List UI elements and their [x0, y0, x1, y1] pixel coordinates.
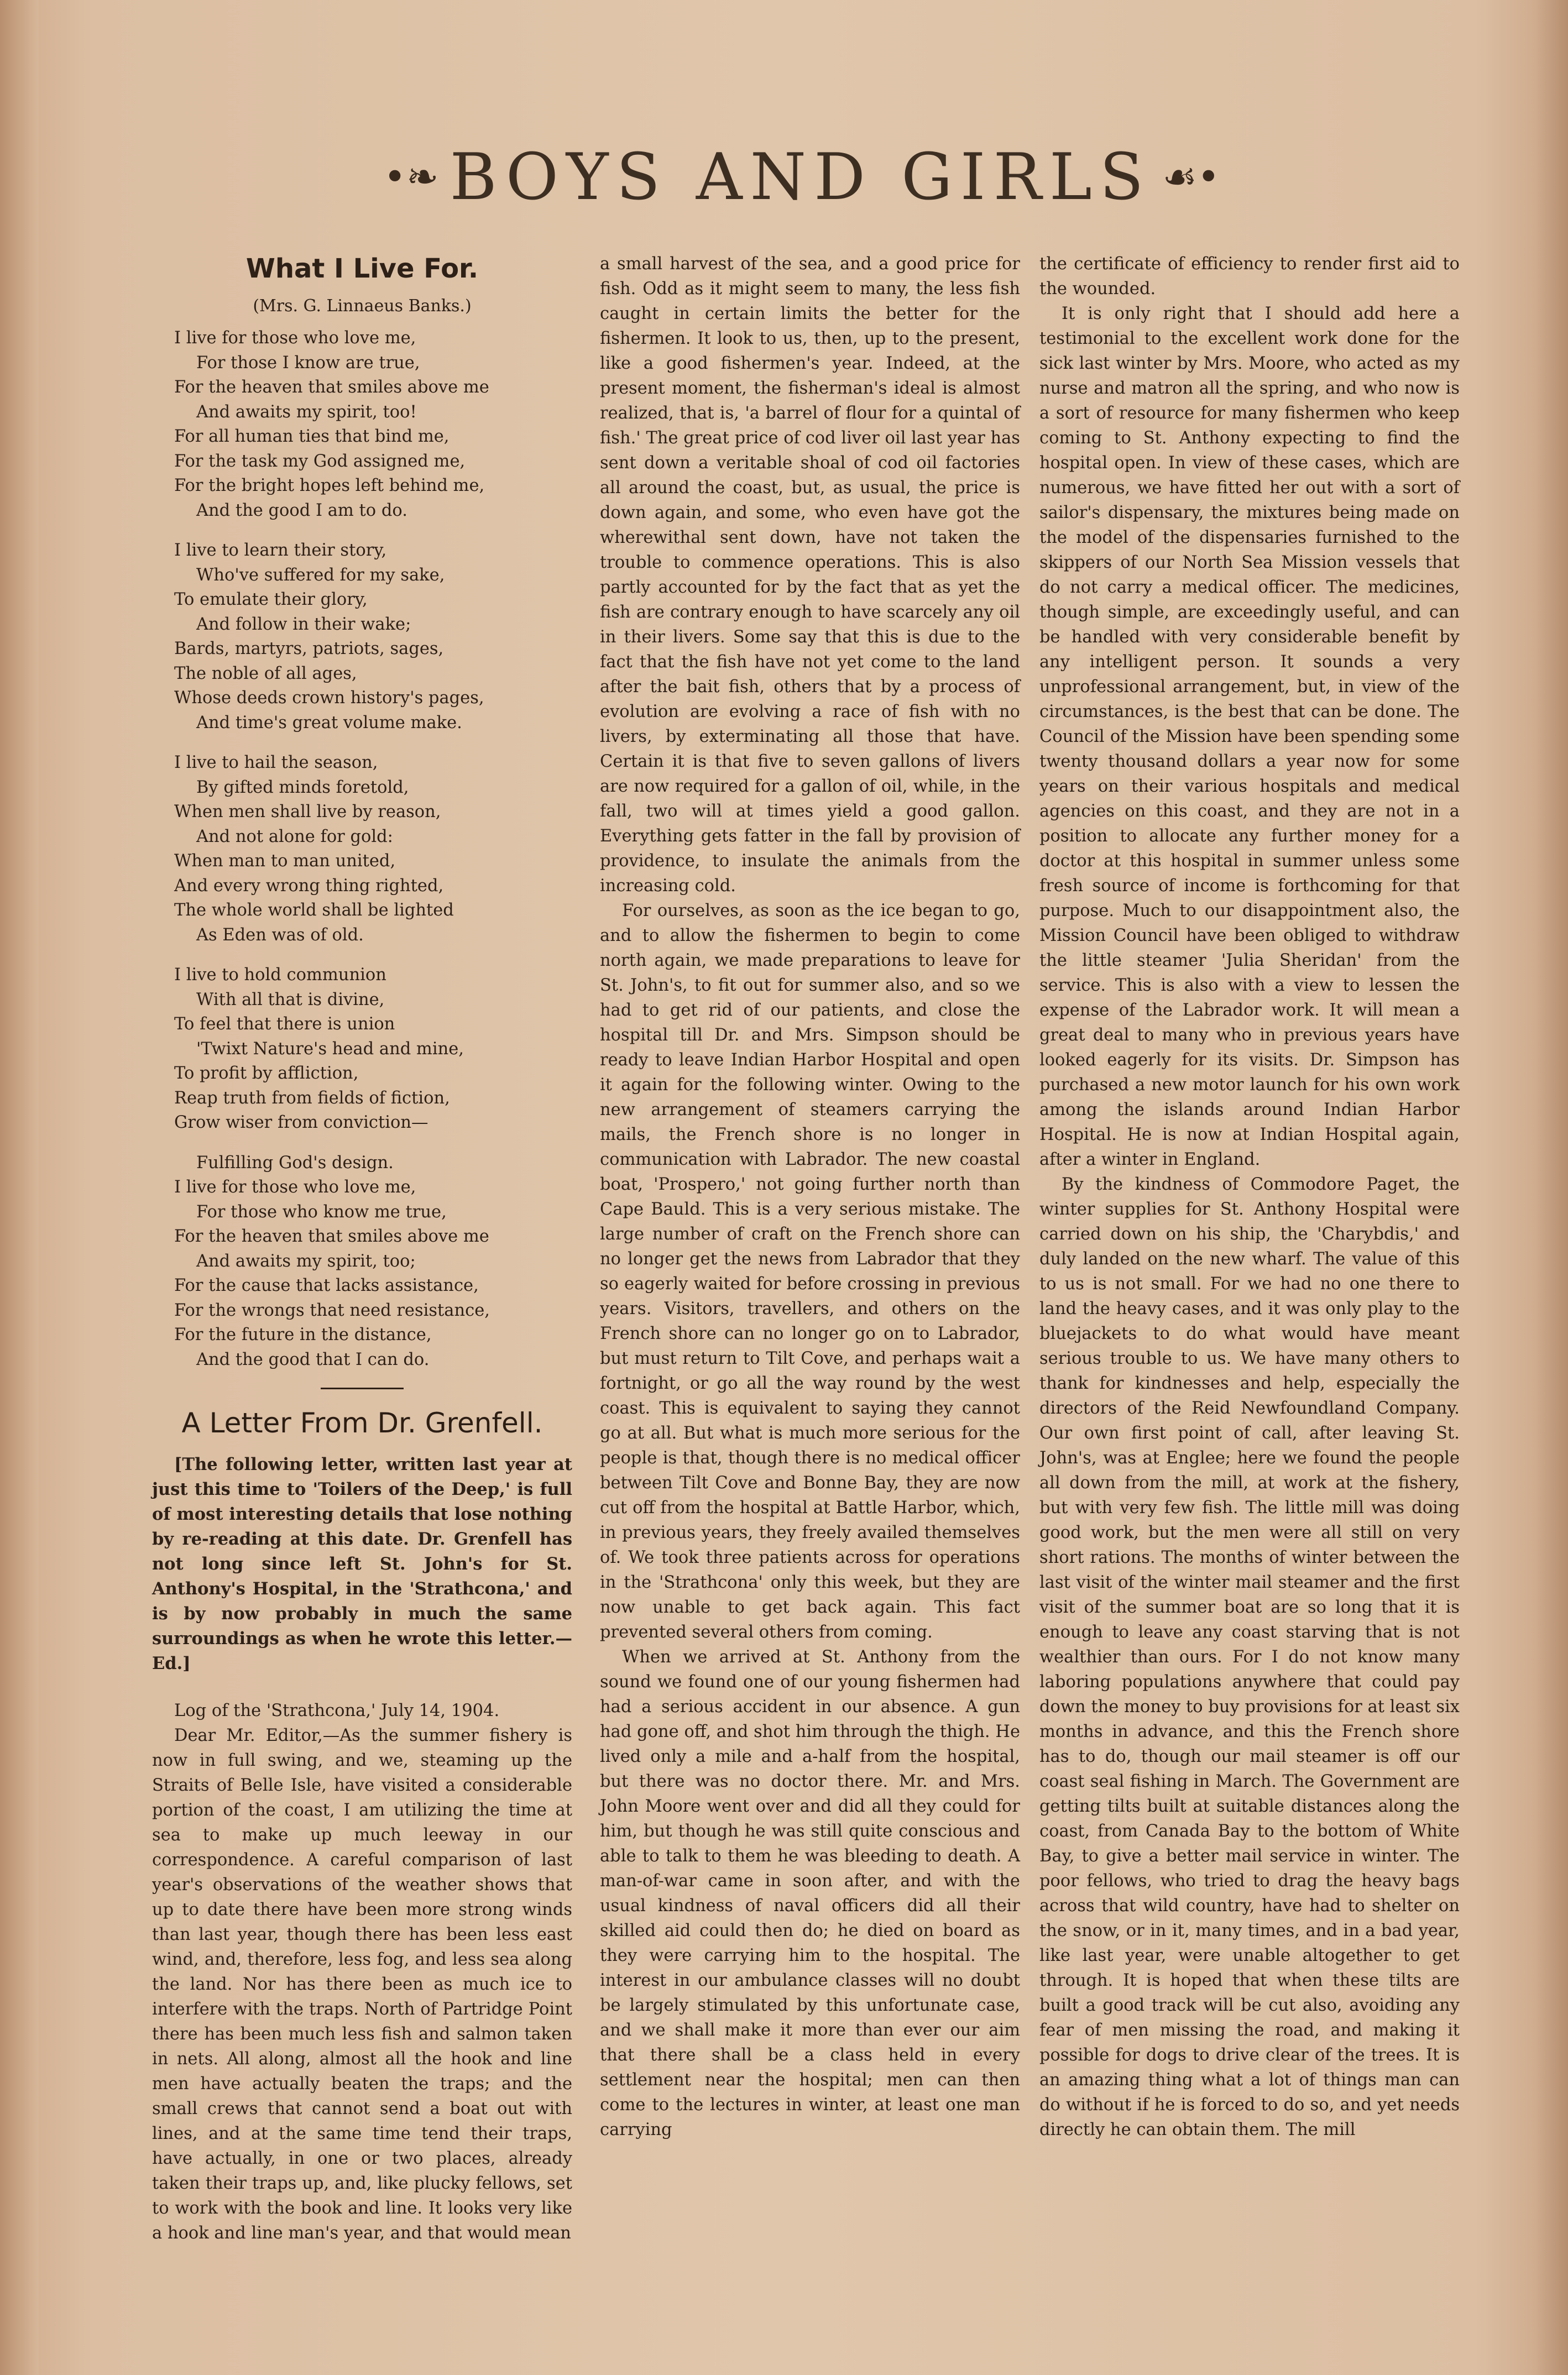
poem-line: For the wrongs that need resistance, [174, 1300, 490, 1320]
poem-line: And follow in their wake; [196, 614, 411, 634]
poem-line: The whole world shall be lighted [174, 901, 454, 920]
poem-line: And not alone for gold: [196, 826, 393, 846]
poem-line: With all that is divine, [196, 990, 385, 1009]
section-masthead [354, 141, 1250, 213]
poem-line: And time's great volume make. [196, 713, 462, 733]
column-3 [1039, 252, 1460, 2142]
poem-line: I live to hold communion [174, 965, 386, 985]
poem-line: And the good that I can do. [196, 1349, 430, 1369]
page-fold-shadow [0, 0, 39, 2375]
poem-line: Who've suffered for my sake, [196, 565, 445, 585]
column-1 [152, 252, 572, 2246]
poem-line: I live for those who love me, [174, 328, 416, 348]
poem-line: And the good I am to do. [196, 500, 407, 520]
poem-line: And awaits my spirit, too; [196, 1251, 416, 1271]
section-title: BOYS AND GIRLS [450, 139, 1152, 215]
poem-line: Fulfilling God's design. [196, 1153, 394, 1173]
letter-paragraph: When we arrived at St. Anthony from the sound we found one of our young fishermen had had a serious accident in our absence. A gun had gone off, and shot him through the thigh. He lived only a mile and a-half from the hospital, but there was no doctor there. Mr. and Mrs. John Moore went over and did all they could for him, but though he was still quite conscious and able to talk to them he was bleeding to death. A man-of-war came in soon after, and with the usual kindness of naval officers did all their skilled aid could then do; he died on board as they were carrying him to the hospital. The interest in our ambulance classes will no doubt be largely stimulated by this unfortunate case, and we shall make it more than ever our aim that there shall be a class held in every settlement near the hospital; men can then come to the lectures in winter, at least one man carrying [600, 1647, 1020, 2139]
poem-line: To profit by affliction, [174, 1064, 359, 1083]
right-ornament-icon: ☙• [1162, 154, 1220, 200]
poem-line: As Eden was of old. [196, 925, 364, 945]
poem-line: For the heaven that smiles above me [174, 1227, 489, 1246]
poem-line: By gifted minds foretold, [196, 777, 409, 797]
poem-stanza-1 [174, 326, 572, 523]
poem-stanza-3 [174, 751, 572, 948]
poem-line: When men shall live by reason, [174, 802, 441, 822]
letter-paragraph: It is only right that I should add here a testimonial to the excellent work done for the sick last winter by Mrs. Moore, who acted as my nurse and matron all the spring, and who now is a sort of resource for many fishermen who keep coming to St. Anthony expecting to find the hospital open. In view of these cases, which are numerous, we have fitted her out with a sort of sailor's dispensary, the mixtures being made on the model of the dispensaries furnished to the skippers of our North Sea Mission vessels that do not carry a medical officer. The medicines, though simple, are exceedingly useful, and can be handled with very considerable benefit by any intelligent person. It sounds a very unprofessional arrangement, but, in view of the circumstances, is the best that can be done. The Council of the Mission have been spending some twenty thousand dollars a year now for some years on their various hospitals and medical agencies on this coast, and they are not in a position to allocate any further money for a doctor at this hospital in summer unless some fresh source of income is forthcoming for that purpose. Much to our disappointment also, the Mission Council have been obliged to withdraw the little steamer 'Julia Sheridan' from the service. This is also with a view to lessen the expense of the Labrador work. It will mean a great deal to many who in previous years have looked eagerly for its visits. Dr. Simpson has purchased a new motor launch for his own work among the islands around Indian Harbor Hospital. He is now at Indian Hospital again, after a winter in England. [1039, 304, 1460, 1169]
poem-line: Whose deeds crown history's pages, [174, 688, 484, 708]
poem-line: 'Twixt Nature's head and mine, [196, 1039, 464, 1059]
poem-stanza-4 [174, 963, 572, 1136]
poem-line: And awaits my spirit, too! [196, 402, 417, 422]
poem-line: For the bright hopes left behind me, [174, 476, 485, 495]
poem-line: I live to hail the season, [174, 753, 378, 772]
poem-line: I live for those who love me, [174, 1178, 416, 1197]
poem-line: And every wrong thing righted, [174, 876, 444, 896]
letter-title: A Letter From Dr. Grenfell. [181, 1407, 543, 1439]
poem-line: Grow wiser from conviction— [174, 1113, 428, 1132]
poem-line: For the cause that lacks assistance, [174, 1276, 479, 1295]
poem-line: For all human ties that bind me, [174, 427, 450, 446]
section-divider [321, 1388, 404, 1389]
column-2 [600, 252, 1020, 2142]
poem-line: To emulate their glory, [174, 590, 368, 609]
poem-title: What I Live For. [245, 253, 479, 284]
poem-line: Reap truth from fields of fiction, [174, 1088, 450, 1108]
poem-line: For those I know are true, [196, 353, 420, 373]
poem-line: I live to learn their story, [174, 541, 387, 560]
poem-line: For the future in the distance, [174, 1325, 432, 1345]
poem-stanza-2 [174, 538, 572, 735]
poem-line: For those who know me true, [196, 1202, 447, 1222]
poem-line: When man to man united, [174, 851, 396, 871]
letter-paragraph: For ourselves, as soon as the ice began to go, and to allow the fishermen to begin to come north again, we made preparations to leave for St. John's, to fit out for summer also, and so we had to get rid of our patients, and close the hospital till Dr. and Mrs. Simpson should be ready to leave Indian Harbor Hospital and open it again for the following winter. Owing to the new arrangement of steamers carrying the mails, the French shore is no longer in communication with Labrador. The new coastal boat, 'Prospero,' not going further north than Cape Bauld. This is a very serious mistake. The large number of craft on the French shore can no longer get the news from Labrador that they so eagerly waited for before crossing in previous years. Visitors, travellers, and others on the French shore can no longer go on to Labrador, but must return to Tilt Cove, and perhaps wait a fortnight, or go all the way round by the west coast. This is equivalent to saying they cannot go at all. But what is much more serious for the people is that, though there is no medical officer between Tilt Cove and Bonne Bay, they are now cut off from the hospital at Battle Harbor, which, in previous years, they freely availed themselves of. We took three patients across for operations in the 'Strathcona' only this week, but they are now unable to get back again. This fact prevented several others from coming. [600, 901, 1020, 1642]
letter-paragraph: the certificate of efficiency to render first aid to the wounded. [1039, 254, 1460, 299]
letter-paragraph: a small harvest of the sea, and a good price for fish. Odd as it might seem to many, the less fish caught in certain limits the better for the fishermen. It look to us, then, up to the present, like a good fishermen's year. Indeed, at the present moment, the fisherman's ideal is almost realized, that is, 'a barrel of flour for a quintal of fish.' The great price of cod liver oil last year has sent down a veritable shoal of cod oil factories all around the coast, but, as usual, the price is down again, and some, who even have got the wherewithal sent down, have not taken the trouble to commence operations. This is also partly accounted for by the fact that as yet the fish are contrary enough to have scarcely any oil in their livers. Some say that this is due to the fact that the fish have not yet come to the land after the bait fish, others that by a process of evolution are evolving a race of fish with no livers, by exterminating all those that have. Certain it is that five to seven gallons of livers are now required for a gallon of oil, while, in the fall, two will at times yield a good gallon. Everything gets fatter in the fall by provision of providence, to insulate the animals from the increasing cold. [600, 254, 1020, 896]
poem-line: For the task my God assigned me, [174, 451, 466, 471]
poem-author: (Mrs. G. Linnaeus Banks.) [253, 296, 472, 316]
log-line: Log of the 'Strathcona,' July 14, 1904. [174, 1701, 500, 1720]
poem-line: The noble of all ages, [174, 663, 357, 683]
poem-line: To feel that there is union [174, 1014, 395, 1034]
letter-paragraph: Dear Mr. Editor,—As the summer fishery is now in full swing, and we, steaming up the Straits of Belle Isle, have visited a considerable portion of the coast, I am utilizing the time at sea to make up much leeway in our correspondence. A careful comparison of last year's observations of the weather shows that up to date there have been more strong winds than last year, though there has been less east wind, and, therefore, less fog, and less sea along the land. Nor has there been as much ice to interfere with the traps. North of Partridge Point there has been much less fish and salmon taken in nets. All along, almost all the hook and line men have actually beaten the traps; and the small crews that cannot send a boat out with lines, and at the same time tend their traps, have actually, in one or two places, already taken their traps up, and, like plucky fellows, set to work with the book and line. It looks very like a hook and line man's year, and that would mean [152, 1726, 572, 2243]
editor-note: [The following letter, written last year at just this time to 'Toilers of the Deep,' is full of most interesting details that lose nothing by re-reading at this date. Dr. Grenfell has not long since left St. John's for St. Anthony's Hospital, in the 'Strathcona,' and is by now probably in much the same surroundings as when he wrote this letter.—Ed.] [152, 1455, 572, 1673]
poem-line: For the heaven that smiles above me [174, 378, 489, 397]
left-ornament-icon: •❧ [383, 154, 439, 200]
poem-line: Bards, martyrs, patriots, sages, [174, 639, 444, 658]
poem-stanza-5 [174, 1151, 572, 1373]
letter-paragraph: By the kindness of Commodore Paget, the winter supplies for St. Anthony Hospital were carried down on his ship, the 'Charybdis,' and duly landed on the new wharf. The value of this to us is not small. For we had no one there to land the heavy cases, and it was only play to the bluejackets to do what would have meant serious trouble to us. We have many others to thank for kindnesses and help, especially the directors of the Reid Newfoundland Company. Our own first point of call, after leaving St. John's, was at Englee; here we found the people all down from the mill, at work at the fishery, but with very few fish. The little mill was doing good work, but the men were all still on very short rations. The months of winter between the last visit of the winter mail steamer and the first visit of the summer boat are so long that it is enough to leave any coast starving that is not wealthier than ours. For I do not know many laboring populations anywhere that could pay down the money to buy provisions for at least six months in advance, and this the French shore has to do, though our mail steamer is off our coast seal fishing in March. The Government are getting tilts built at suitable distances along the coast, from Canada Bay to the bottom of White Bay, to give a better mail service in winter. The poor fellows, who tried to drag the heavy bags across that wild country, have had to shelter on the snow, or in it, many times, and in a bad year, like last year, were unable altogether to get through. It is hoped that when these tilts are built a good track will be cut also, avoiding any fear of men missing the road, and making it possible for dogs to drive clear of the trees. It is an amazing thing what a lot of things man can do without if he is forced to do so, and yet needs directly he can obtain them. The mill [1039, 1175, 1460, 2139]
page-edge-shadow [1535, 0, 1568, 2375]
